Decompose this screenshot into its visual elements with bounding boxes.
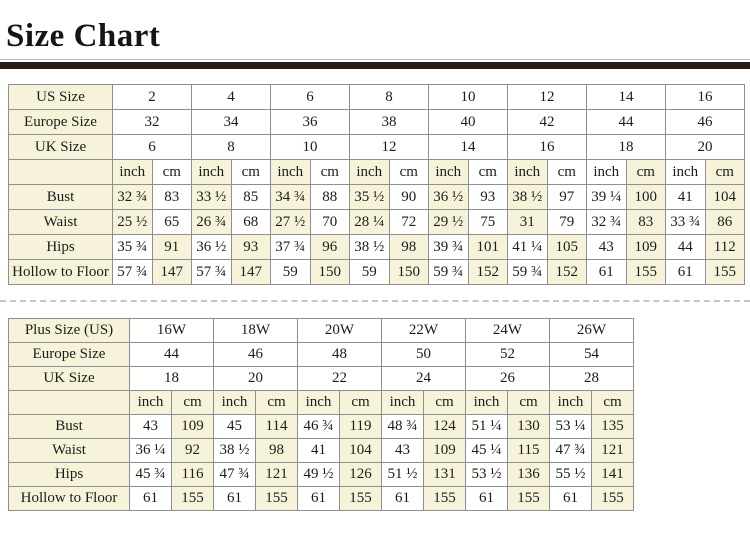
row-label: Plus Size (US) (9, 319, 130, 343)
measurement-cell-cm: 109 (424, 439, 466, 463)
measurement-cell-inch: 32 ¾ (113, 185, 153, 210)
measurement-cell-inch: 61 (666, 260, 706, 285)
unit-cell-cm: cm (626, 160, 666, 185)
unit-cell-inch: inch (298, 391, 340, 415)
size-cell: 50 (382, 343, 466, 367)
measurement-cell-inch: 36 ½ (192, 235, 232, 260)
measurement-cell-inch: 61 (130, 487, 172, 511)
measurement-cell-cm: 152 (547, 260, 587, 285)
unit-cell-cm: cm (310, 160, 350, 185)
size-cell: 28 (550, 367, 634, 391)
size-header-row (9, 135, 745, 160)
unit-cell-cm: cm (389, 160, 429, 185)
measurement-cell-inch: 38 ½ (350, 235, 390, 260)
plus-sizes (8, 318, 634, 511)
measurement-cell-inch: 46 ¾ (298, 415, 340, 439)
page-title: Size Chart (6, 18, 161, 54)
measurement-cell-cm: 155 (172, 487, 214, 511)
unit-cell-inch: inch (382, 391, 424, 415)
measurement-cell-cm: 124 (424, 415, 466, 439)
size-cell: 24W (466, 319, 550, 343)
size-cell: 22W (382, 319, 466, 343)
measurement-cell-inch: 41 ¼ (508, 235, 548, 260)
size-cell: 44 (587, 110, 666, 135)
measurement-cell-cm: 130 (508, 415, 550, 439)
measurement-cell-cm: 101 (468, 235, 508, 260)
measurement-cell-cm: 104 (340, 439, 382, 463)
measurement-row (9, 439, 634, 463)
measurement-cell-inch: 41 (666, 185, 706, 210)
measurement-cell-cm: 150 (310, 260, 350, 285)
unit-cell-inch: inch (192, 160, 232, 185)
unit-cell-inch: inch (666, 160, 706, 185)
measurement-cell-inch: 27 ½ (271, 210, 311, 235)
row-label: Europe Size (9, 110, 113, 135)
measurement-cell-cm: 126 (340, 463, 382, 487)
size-cell: 10 (271, 135, 350, 160)
measurement-cell-inch: 47 ¾ (214, 463, 256, 487)
measurement-cell-cm: 119 (340, 415, 382, 439)
measurement-cell-cm: 83 (626, 210, 666, 235)
row-label: Waist (9, 210, 113, 235)
measurement-cell-cm: 65 (152, 210, 192, 235)
unit-row (9, 160, 745, 185)
measurement-row (9, 260, 745, 285)
measurement-cell-cm: 98 (256, 439, 298, 463)
row-label: Hollow to Floor (9, 260, 113, 285)
measurement-cell-inch: 57 ¾ (192, 260, 232, 285)
unit-cell-cm: cm (508, 391, 550, 415)
measurement-cell-inch: 32 ¾ (587, 210, 627, 235)
unit-cell-inch: inch (508, 160, 548, 185)
measurement-cell-cm: 147 (231, 260, 271, 285)
measurement-cell-cm: 116 (172, 463, 214, 487)
measurement-cell-cm: 68 (231, 210, 271, 235)
title-underline-thin (0, 59, 750, 60)
measurement-cell-inch: 43 (130, 415, 172, 439)
measurement-cell-inch: 26 ¾ (192, 210, 232, 235)
measurement-cell-cm: 100 (626, 185, 666, 210)
measurement-cell-cm: 114 (256, 415, 298, 439)
measurement-cell-inch: 25 ½ (113, 210, 153, 235)
measurement-cell-cm: 155 (340, 487, 382, 511)
measurement-cell-inch: 37 ¾ (271, 235, 311, 260)
measurement-cell-cm: 155 (424, 487, 466, 511)
measurement-cell-cm: 105 (547, 235, 587, 260)
measurement-cell-inch: 43 (382, 439, 424, 463)
size-cell: 16W (130, 319, 214, 343)
unit-cell-inch: inch (466, 391, 508, 415)
measurement-cell-inch: 47 ¾ (550, 439, 592, 463)
measurement-cell-cm: 135 (592, 415, 634, 439)
row-label: US Size (9, 85, 113, 110)
measurement-cell-cm: 72 (389, 210, 429, 235)
plus-size-table (0, 318, 750, 511)
measurement-cell-inch: 61 (382, 487, 424, 511)
size-cell: 6 (113, 135, 192, 160)
measurement-cell-cm: 155 (626, 260, 666, 285)
measurement-row (9, 210, 745, 235)
unit-cell-inch: inch (130, 391, 172, 415)
measurement-cell-inch: 59 ¾ (429, 260, 469, 285)
size-cell: 46 (666, 110, 745, 135)
measurement-cell-inch: 53 ¼ (550, 415, 592, 439)
measurement-cell-inch: 59 ¾ (508, 260, 548, 285)
row-label: Hips (9, 235, 113, 260)
measurement-cell-cm: 70 (310, 210, 350, 235)
measurement-row (9, 235, 745, 260)
unit-cell-cm: cm (152, 160, 192, 185)
size-cell: 40 (429, 110, 508, 135)
measurement-cell-inch: 59 (350, 260, 390, 285)
size-cell: 20 (666, 135, 745, 160)
size-cell: 6 (271, 85, 350, 110)
size-cell: 2 (113, 85, 192, 110)
size-cell: 12 (508, 85, 587, 110)
size-cell: 34 (192, 110, 271, 135)
size-cell: 14 (429, 135, 508, 160)
standard-sizes (8, 84, 745, 285)
measurement-cell-cm: 90 (389, 185, 429, 210)
measurement-cell-inch: 36 ½ (429, 185, 469, 210)
measurement-cell-inch: 44 (666, 235, 706, 260)
measurement-cell-cm: 98 (389, 235, 429, 260)
size-cell: 4 (192, 85, 271, 110)
measurement-cell-cm: 104 (705, 185, 745, 210)
measurement-cell-inch: 49 ½ (298, 463, 340, 487)
size-cell: 14 (587, 85, 666, 110)
size-cell: 36 (271, 110, 350, 135)
unit-cell-cm: cm (705, 160, 745, 185)
unit-cell-inch: inch (214, 391, 256, 415)
unit-cell-cm: cm (256, 391, 298, 415)
measurement-cell-inch: 61 (587, 260, 627, 285)
size-header-row (9, 367, 634, 391)
size-cell: 8 (192, 135, 271, 160)
measurement-cell-inch: 59 (271, 260, 311, 285)
measurement-cell-cm: 131 (424, 463, 466, 487)
measurement-cell-inch: 51 ½ (382, 463, 424, 487)
measurement-row (9, 463, 634, 487)
measurement-cell-inch: 31 (508, 210, 548, 235)
row-label: Bust (9, 185, 113, 210)
measurement-cell-inch: 38 ½ (508, 185, 548, 210)
unit-row-corner-cell (9, 160, 113, 185)
size-cell: 16 (508, 135, 587, 160)
size-cell: 10 (429, 85, 508, 110)
size-cell: 18W (214, 319, 298, 343)
size-cell: 22 (298, 367, 382, 391)
unit-cell-inch: inch (113, 160, 153, 185)
unit-cell-inch: inch (550, 391, 592, 415)
measurement-cell-cm: 155 (256, 487, 298, 511)
unit-cell-cm: cm (468, 160, 508, 185)
measurement-cell-cm: 121 (592, 439, 634, 463)
unit-row-corner-cell (9, 391, 130, 415)
size-cell: 54 (550, 343, 634, 367)
measurement-cell-inch: 41 (298, 439, 340, 463)
size-cell: 46 (214, 343, 298, 367)
size-header-row (9, 343, 634, 367)
measurement-row (9, 487, 634, 511)
measurement-row (9, 185, 745, 210)
size-cell: 18 (587, 135, 666, 160)
measurement-cell-cm: 136 (508, 463, 550, 487)
size-cell: 44 (130, 343, 214, 367)
unit-cell-cm: cm (592, 391, 634, 415)
measurement-cell-inch: 45 ¾ (130, 463, 172, 487)
measurement-cell-cm: 112 (705, 235, 745, 260)
size-cell: 26W (550, 319, 634, 343)
measurement-cell-inch: 35 ¾ (113, 235, 153, 260)
size-cell: 26 (466, 367, 550, 391)
measurement-cell-inch: 51 ¼ (466, 415, 508, 439)
measurement-cell-cm: 93 (231, 235, 271, 260)
measurement-cell-inch: 61 (298, 487, 340, 511)
measurement-cell-inch: 61 (214, 487, 256, 511)
standard-size-table (0, 84, 750, 285)
measurement-cell-inch: 61 (550, 487, 592, 511)
unit-row (9, 391, 634, 415)
measurement-cell-inch: 61 (466, 487, 508, 511)
row-label: Waist (9, 439, 130, 463)
measurement-cell-inch: 48 ¾ (382, 415, 424, 439)
measurement-cell-cm: 79 (547, 210, 587, 235)
measurement-cell-cm: 97 (547, 185, 587, 210)
measurement-cell-cm: 92 (172, 439, 214, 463)
measurement-row (9, 415, 634, 439)
measurement-cell-cm: 147 (152, 260, 192, 285)
measurement-cell-inch: 53 ½ (466, 463, 508, 487)
measurement-cell-inch: 45 ¼ (466, 439, 508, 463)
measurement-cell-cm: 121 (256, 463, 298, 487)
size-header-row (9, 85, 745, 110)
measurement-cell-inch: 29 ½ (429, 210, 469, 235)
measurement-cell-cm: 155 (508, 487, 550, 511)
size-header-row (9, 319, 634, 343)
table-separator-dashed-line (0, 300, 750, 302)
measurement-cell-cm: 109 (172, 415, 214, 439)
measurement-cell-cm: 91 (152, 235, 192, 260)
unit-cell-cm: cm (424, 391, 466, 415)
measurement-cell-cm: 83 (152, 185, 192, 210)
measurement-cell-inch: 35 ½ (350, 185, 390, 210)
row-label: Bust (9, 415, 130, 439)
measurement-cell-inch: 57 ¾ (113, 260, 153, 285)
size-cell: 18 (130, 367, 214, 391)
size-cell: 48 (298, 343, 382, 367)
unit-cell-inch: inch (271, 160, 311, 185)
measurement-cell-inch: 39 ¾ (429, 235, 469, 260)
unit-cell-inch: inch (350, 160, 390, 185)
measurement-cell-cm: 86 (705, 210, 745, 235)
measurement-cell-inch: 38 ½ (214, 439, 256, 463)
measurement-cell-cm: 85 (231, 185, 271, 210)
measurement-cell-cm: 141 (592, 463, 634, 487)
measurement-cell-cm: 75 (468, 210, 508, 235)
unit-cell-inch: inch (429, 160, 469, 185)
size-cell: 12 (350, 135, 429, 160)
measurement-cell-cm: 155 (705, 260, 745, 285)
unit-cell-cm: cm (231, 160, 271, 185)
measurement-cell-inch: 45 (214, 415, 256, 439)
measurement-cell-cm: 88 (310, 185, 350, 210)
measurement-cell-cm: 155 (592, 487, 634, 511)
measurement-cell-inch: 36 ¼ (130, 439, 172, 463)
unit-cell-cm: cm (340, 391, 382, 415)
measurement-cell-cm: 150 (389, 260, 429, 285)
size-cell: 20 (214, 367, 298, 391)
size-cell: 32 (113, 110, 192, 135)
unit-cell-cm: cm (547, 160, 587, 185)
size-cell: 16 (666, 85, 745, 110)
measurement-cell-inch: 55 ½ (550, 463, 592, 487)
measurement-cell-inch: 39 ¼ (587, 185, 627, 210)
row-label: Hips (9, 463, 130, 487)
measurement-cell-inch: 28 ¼ (350, 210, 390, 235)
row-label: Hollow to Floor (9, 487, 130, 511)
size-cell: 52 (466, 343, 550, 367)
row-label: Europe Size (9, 343, 130, 367)
row-label: UK Size (9, 367, 130, 391)
size-cell: 42 (508, 110, 587, 135)
size-cell: 24 (382, 367, 466, 391)
size-header-row (9, 110, 745, 135)
measurement-cell-cm: 115 (508, 439, 550, 463)
size-cell: 38 (350, 110, 429, 135)
size-cell: 20W (298, 319, 382, 343)
measurement-cell-inch: 43 (587, 235, 627, 260)
unit-cell-inch: inch (587, 160, 627, 185)
measurement-cell-cm: 152 (468, 260, 508, 285)
measurement-cell-inch: 33 ½ (192, 185, 232, 210)
measurement-cell-cm: 93 (468, 185, 508, 210)
title-underline-thick (0, 62, 750, 69)
row-label: UK Size (9, 135, 113, 160)
size-cell: 8 (350, 85, 429, 110)
measurement-cell-cm: 96 (310, 235, 350, 260)
unit-cell-cm: cm (172, 391, 214, 415)
measurement-cell-inch: 33 ¾ (666, 210, 706, 235)
measurement-cell-inch: 34 ¾ (271, 185, 311, 210)
measurement-cell-cm: 109 (626, 235, 666, 260)
